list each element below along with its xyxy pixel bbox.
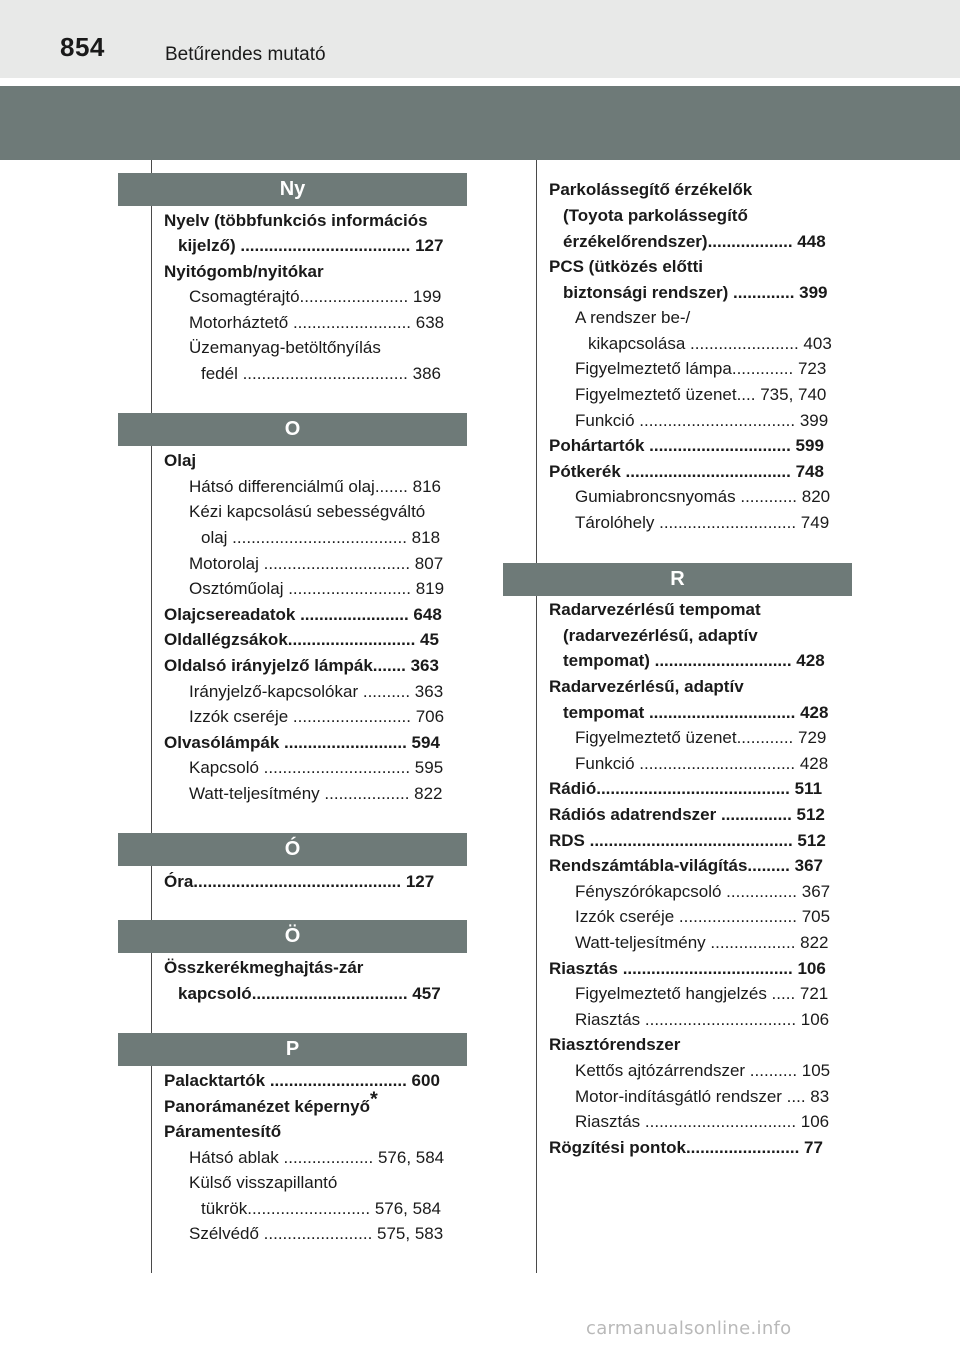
index-subentry: Funkció ................................. 399 xyxy=(575,411,829,430)
index-entry: Riasztórendszer xyxy=(549,1035,681,1054)
index-subentry: Watt-teljesítmény .................. 822 xyxy=(189,784,443,803)
index-subentry: Motorolaj ............................... 807 xyxy=(189,554,444,573)
header-bar xyxy=(0,0,960,78)
index-subentry: kikapcsolása ....................... 403 xyxy=(588,334,832,353)
section-heading-ny: Ny xyxy=(118,173,467,206)
index-entry: Olvasólámpák .......................... 594 xyxy=(164,733,440,752)
index-entry: tempomat ............................... 428 xyxy=(563,703,829,722)
section-heading-oacute: Ó xyxy=(118,833,467,866)
index-subentry: olaj ..................................... 818 xyxy=(201,528,441,547)
index-entry: Rádiós adatrendszer ............... 512 xyxy=(549,805,825,824)
index-entry: RDS ........................................... 512 xyxy=(549,831,826,850)
index-entry: Pohártartók .............................. 599 xyxy=(549,436,824,455)
index-subentry: tükrök.......................... 576, 584 xyxy=(201,1199,441,1218)
index-subentry: Watt-teljesítmény .................. 822 xyxy=(575,933,829,952)
index-subentry: Motor-indításgátló rendszer .... 83 xyxy=(575,1087,830,1106)
index-subentry: Figyelmeztető üzenet............ 729 xyxy=(575,728,827,747)
index-entry: (Toyota parkolássegítő xyxy=(563,206,748,225)
index-entry xyxy=(164,1088,468,1120)
section-heading-r: R xyxy=(503,563,852,596)
index-entry: Radarvezérlésű, adaptív xyxy=(549,677,744,696)
index-entry: Rögzítési pontok........................ 77 xyxy=(549,1138,823,1157)
index-entry: Olajcsereadatok ....................... 648 xyxy=(164,605,442,624)
index-subentry: Osztóműolaj .......................... 819 xyxy=(189,579,445,598)
index-entry: tempomat) ............................. 428 xyxy=(563,651,825,670)
index-subentry: Funkció ................................. 428 xyxy=(575,754,829,773)
index-entry: (radarvezérlésű, adaptív xyxy=(563,626,758,645)
index-entry: PCS (ütközés előtti xyxy=(549,257,703,276)
section-heading-ouml: Ö xyxy=(118,920,467,953)
index-subentry: Figyelmeztető üzenet.... 735, 740 xyxy=(575,385,827,404)
running-header: Betűrendes mutató xyxy=(165,44,326,65)
index-entry: Radarvezérlésű tempomat xyxy=(549,600,761,619)
index-subentry: Riasztás ................................ 106 xyxy=(575,1010,830,1029)
index-subentry: Hátsó differenciálmű olaj....... 816 xyxy=(189,477,441,496)
index-subentry: Riasztás ................................ 106 xyxy=(575,1112,830,1131)
index-subentry: Csomagtérajtó....................... 199 xyxy=(189,287,442,306)
index-entry: Rendszámtábla-világítás......... 367 xyxy=(549,856,823,875)
index-subentry: Kettős ajtózárrendszer .......... 105 xyxy=(575,1061,831,1080)
index-subentry: fedél ................................... 386 xyxy=(201,364,441,383)
index-subentry: Kézi kapcsolású sebességváltó xyxy=(189,502,426,521)
index-entry: Oldalsó irányjelző lámpák....... 363 xyxy=(164,656,439,675)
index-entry: Nyelv (többfunkciós információs xyxy=(164,211,428,230)
index-entry: Parkolássegítő érzékelők xyxy=(549,180,753,199)
index-entry: Oldallégzsákok........................... 45 xyxy=(164,630,439,649)
index-subentry: Szélvédő ....................... 575, 583 xyxy=(189,1224,444,1243)
index-subentry: Izzók cseréje ......................... 706 xyxy=(189,707,445,726)
index-subentry: Figyelmeztető lámpa............. 723 xyxy=(575,359,827,378)
index-entry: Rádió......................................... 511 xyxy=(549,779,823,798)
index-subentry: Hátsó ablak ................... 576, 584 xyxy=(189,1148,445,1167)
index-subentry: Külső visszapillantó xyxy=(189,1173,338,1192)
index-entry: Riasztás .................................... 106 xyxy=(549,959,826,978)
index-entry: Óra............................................ 127 xyxy=(164,872,435,891)
watermark-text: carmanualsonline.info xyxy=(586,1318,792,1339)
index-subentry: Figyelmeztető hangjelzés ..... 721 xyxy=(575,984,829,1003)
index-subentry: Motorháztető ......................... 638 xyxy=(189,313,445,332)
section-heading-p: P xyxy=(118,1033,467,1066)
index-subentry: Gumiabroncsnyomás ............ 820 xyxy=(575,487,831,506)
index-entry-text: Panorámanézet képernyő xyxy=(164,1097,370,1116)
index-entry: Palacktartók ............................. 600 xyxy=(164,1071,440,1090)
index-subentry: Tárolóhely ............................. 749 xyxy=(575,513,830,532)
index-entry: Nyitógomb/nyitókar xyxy=(164,262,324,281)
header-band xyxy=(0,86,960,160)
index-subentry: Üzemanyag-betöltőnyílás xyxy=(189,338,381,357)
index-entry: Pótkerék ................................... 748 xyxy=(549,462,824,481)
index-entry: Olaj xyxy=(164,451,197,470)
index-subentry: Kapcsoló ............................... 595 xyxy=(189,758,444,777)
index-entry: kijelző) .................................... 127 xyxy=(178,236,444,255)
index-entry: biztonsági rendszer) ............. 399 xyxy=(563,283,828,302)
index-subentry: Izzók cseréje ......................... 705 xyxy=(575,907,831,926)
index-subentry: Irányjelző-kapcsolókar .......... 363 xyxy=(189,682,444,701)
footnote-mark: * xyxy=(369,1088,378,1111)
index-subentry: A rendszer be-/ xyxy=(575,308,691,327)
index-entry: kapcsoló................................. 457 xyxy=(178,984,441,1003)
index-entry: Összkerékmeghajtás-zár xyxy=(164,958,364,977)
section-heading-o: O xyxy=(118,413,467,446)
page-number: 854 xyxy=(60,32,105,62)
index-entry: érzékelőrendszer).................. 448 xyxy=(563,232,826,251)
index-subentry: Fényszórókapcsoló ............... 367 xyxy=(575,882,831,901)
index-entry: Páramentesítő xyxy=(164,1122,282,1141)
